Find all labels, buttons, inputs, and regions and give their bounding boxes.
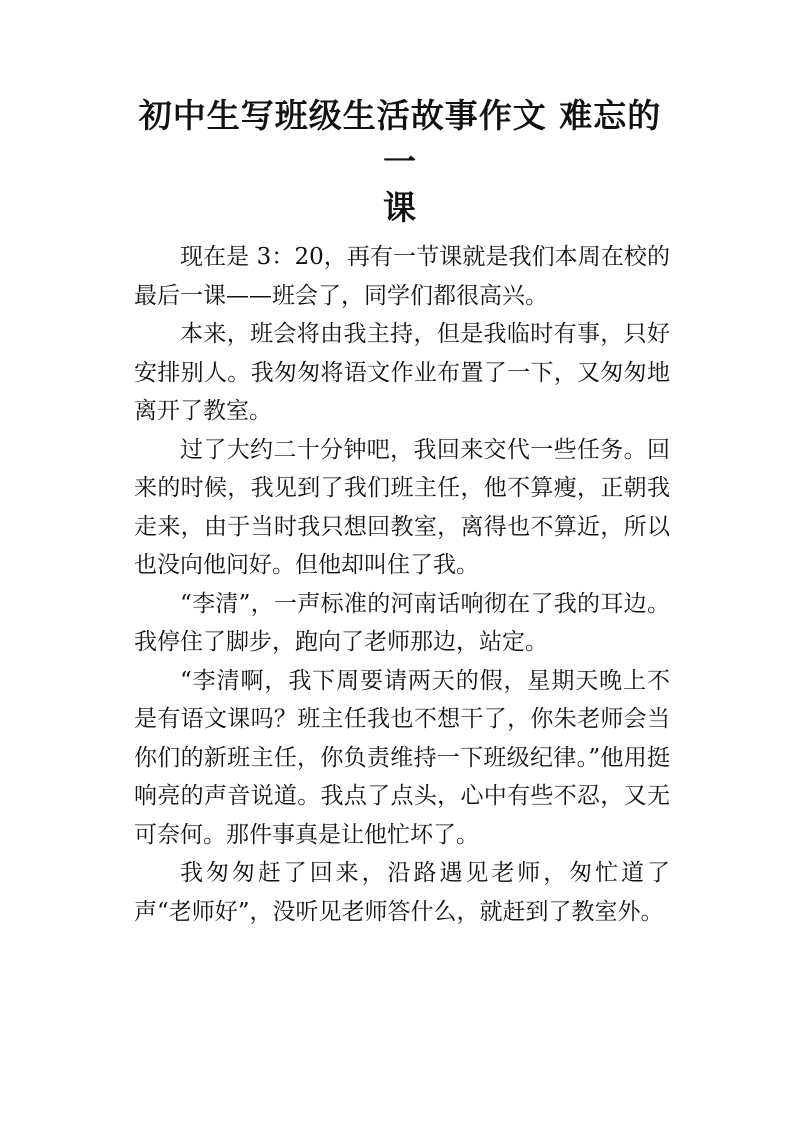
paragraph-6: 我匆匆赶了回来，沿路遇见老师，匆忙道了声“老师好”，没听见老师答什么，就赶到了教室外。: [134, 860, 670, 925]
title-line-1: 初中生写班级生活故事作文 难忘的一: [138, 96, 662, 181]
title-line-2: 课: [383, 188, 417, 227]
paragraph-2: 本来，班会将由我主持，但是我临时有事，只好安排别人。我匆匆将语文作业布置了一下，又匆匆地离开了教室。: [134, 321, 670, 424]
paragraph-4: “李清”，一声标准的河南话响彻在了我的耳边。我停住了脚步，跑向了老师那边，站定。: [134, 590, 670, 655]
paragraph-5: “李清啊，我下周要请两天的假，星期天晚上不是有语文课吗？班主任我也不想干了，你朱老师会当你们的新班主任，你负责维持一下班级纪律。”他用挺响亮的声音说道。我点了点头，心中有些不忍，又无可奈何。那件事真是让他忙坏了。: [134, 667, 670, 848]
paragraph-3: 过了大约二十分钟吧，我回来交代一些任务。回来的时候，我见到了我们班主任，他不算瘦，正朝我走来，由于当时我只想回教室，离得也不算近，所以也没向他问好。但他却叫住了我。: [134, 436, 670, 578]
document-body: [134, 238, 670, 931]
paragraph-1: 现在是 3：20，再有一节课就是我们本周在校的最后一课——班会了，同学们都很高兴。: [134, 244, 670, 309]
document-title: [128, 93, 672, 231]
